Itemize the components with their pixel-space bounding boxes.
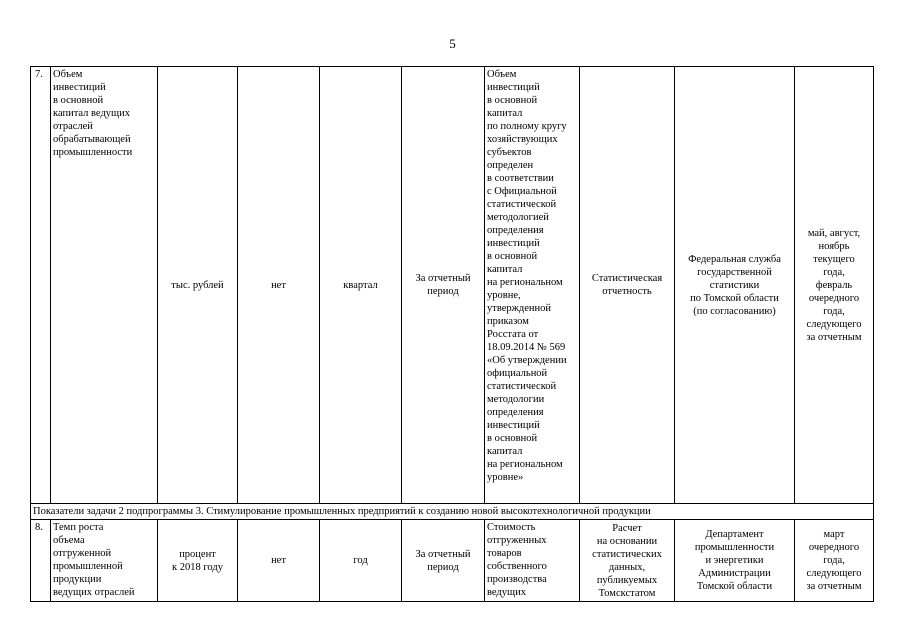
method-description-cell: Объем инвестиций в основной капитал по полному кругу хозяйствующих субъектов определен в соответствии с Официальной статистической методологией определения инвестиций в основной капитал на региональном уровне, утвержденной приказом Росстата от 18.09.2014 № 569 «Об утверждении официальной статистической методологии определения инвестиций в основной капитал на региональном уровне» (485, 67, 580, 504)
responsible-cell: Департамент промышленности и энергетики Администрации Томской области (675, 520, 795, 602)
method-description-cell: Стоимость отгруженных товаров собственного производства ведущих (485, 520, 580, 602)
deadline-cell: май, август, ноябрь текущего года, февраль очередного года, следующего за отчетным (795, 67, 874, 504)
periodicity-cell: год (320, 520, 402, 602)
flag-cell: нет (238, 67, 320, 504)
page-number: 5 (449, 36, 456, 51)
table-row (31, 520, 874, 602)
data-source-cell: Расчет на основании статистических данных, публикуемых Томскстатом (580, 520, 675, 602)
section-header: Показатели задачи 2 подпрограммы 3. Стимулирование промышленных предприятий к созданию новой высокотехнологичной продукции (31, 504, 874, 520)
table-row (31, 67, 874, 504)
row-number: 8. (31, 520, 51, 602)
row-number: 7. (31, 67, 51, 504)
time-characteristic-cell: За отчетный период (402, 520, 485, 602)
indicator-name: Темп роста объема отгруженной промышленной продукции ведущих отраслей (51, 520, 158, 602)
time-characteristic-cell: За отчетный период (402, 67, 485, 504)
data-source-cell: Статистическая отчетность (580, 67, 675, 504)
responsible-cell: Федеральная служба государственной статистики по Томской области (по согласованию) (675, 67, 795, 504)
deadline-cell: март очередного года, следующего за отчетным (795, 520, 874, 602)
flag-cell: нет (238, 520, 320, 602)
unit-cell: тыс. рублей (158, 67, 238, 504)
unit-cell: процент к 2018 году (158, 520, 238, 602)
indicators-table (30, 66, 874, 602)
periodicity-cell: квартал (320, 67, 402, 504)
section-header-row (31, 504, 874, 520)
indicator-name: Объем инвестиций в основной капитал ведущих отраслей обрабатывающей промышленности (51, 67, 158, 504)
